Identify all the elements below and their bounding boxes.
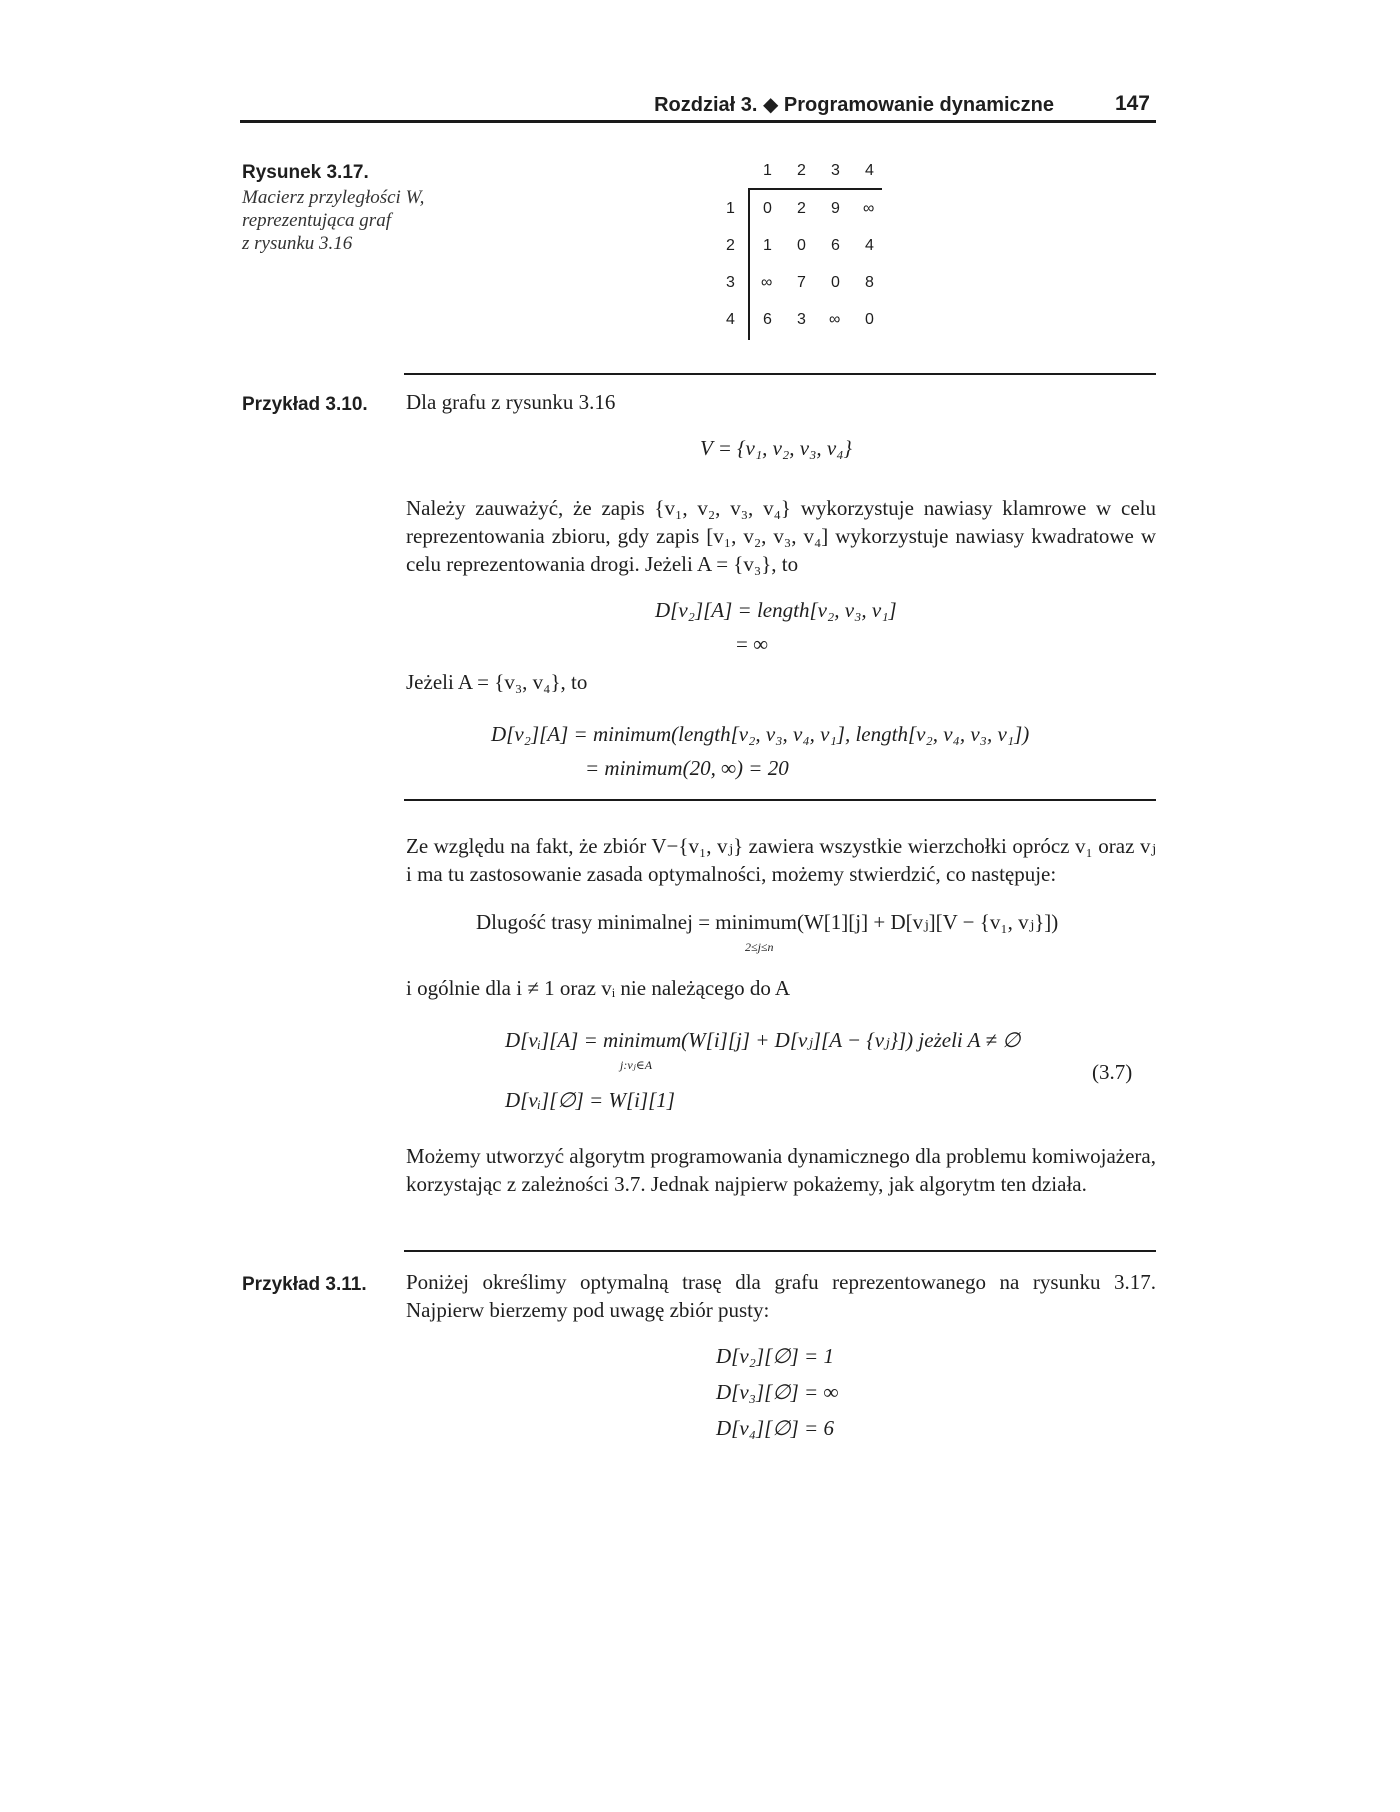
example-text: Poniżej określimy optymalną trasę dla grafu reprezentowanego na rysunku 3.17. Najpierw bierzemy pod uwagę zbiór pusty: — [406, 1270, 1156, 1322]
equation-37-subscript: j:vⱼ∈A — [620, 1058, 653, 1072]
equation-subscript: 2≤j≤n — [745, 940, 774, 954]
matrix-cell: 0 — [865, 311, 874, 328]
adjacency-matrix — [700, 160, 900, 350]
set-equation: V = {v₁, v₂, v₃, v₄} — [700, 436, 852, 460]
matrix-cell: 0 — [797, 237, 806, 254]
page-header — [240, 88, 1156, 123]
matrix-cell: 6 — [831, 237, 840, 254]
row-header: 2 — [726, 237, 735, 254]
equation-minimum-result: = minimum(20, ∞) = 20 — [585, 756, 789, 780]
matrix-vertical-rule — [748, 188, 750, 340]
column-header: 2 — [797, 162, 806, 179]
matrix-cell: 2 — [797, 200, 806, 217]
equation-d-length: D[v₂][A] = length[v₂, v₃, v₁] — [655, 598, 897, 622]
example-label: Przykład 3.10. — [242, 394, 368, 415]
matrix-cell: ∞ — [863, 200, 875, 217]
column-header: 4 — [865, 162, 874, 179]
equation-37-line2: D[vᵢ][∅] = W[i][1] — [505, 1088, 675, 1112]
caption-line: reprezentująca graf — [242, 210, 391, 231]
example-top-rule — [404, 373, 1156, 375]
equation-empty-set: D[v₄][∅] = 6 — [716, 1416, 834, 1440]
equation-tour-length: Dlugość trasy minimalnej = minimum(W[1][j] + D[vⱼ][V − {v₁, vⱼ}]) — [476, 910, 1059, 934]
figure-caption — [242, 186, 482, 255]
row-header: 1 — [726, 200, 735, 217]
example-bottom-rule — [404, 799, 1156, 801]
matrix-cell: 1 — [763, 237, 772, 254]
paragraph-optimality: Ze względu na fakt, że zbiór V−{v₁, vⱼ} zawiera wszystkie wierzchołki oprócz v₁ oraz vⱼ i ma tu zastosowanie zasada optymalności, możemy stwierdzić, co następuje: — [406, 834, 1156, 886]
matrix-cell: 8 — [865, 274, 874, 291]
matrix-cell: 6 — [763, 311, 772, 328]
paragraph-set-notation: Należy zauważyć, że zapis {v₁, v₂, v₃, v₄} wykorzystuje nawiasy klamrowe w celu reprezentowania zbioru, gdy zapis [v₁, v₂, v₃, v₄] wykorzystuje nawiasy kwadratowe w celu reprezentowania drogi. Jeżeli A = {v₃}, to — [406, 496, 1156, 576]
figure-label: Rysunek 3.17. — [242, 162, 369, 183]
matrix-cell: 0 — [763, 200, 772, 217]
paragraph-algorithm: Możemy utworzyć algorytm programowania dynamicznego dla problemu komiwojażera, korzystając z zależności 3.7. Jednak najpierw pokażemy, jak algorytm ten działa. — [406, 1144, 1156, 1196]
column-header: 3 — [831, 162, 840, 179]
example-label: Przykład 3.11. — [242, 1274, 367, 1295]
equation-number: (3.7) — [1092, 1060, 1133, 1084]
page-number: 147 — [1114, 92, 1150, 115]
equation-empty-set: D[v₂][∅] = 1 — [716, 1344, 834, 1368]
column-header: 1 — [763, 162, 772, 179]
matrix-cell: 4 — [865, 237, 874, 254]
equation-result-infinity: = ∞ — [736, 632, 769, 656]
equation-d-minimum: D[v₂][A] = minimum(length[v₂, v₃, v₄, v₁], length[v₂, v₄, v₃, v₁]) — [491, 722, 1030, 746]
equation-37-line1: D[vᵢ][A] = minimum(W[i][j] + D[vⱼ][A − {vⱼ}]) jeżeli A ≠ ∅ — [505, 1028, 1021, 1052]
caption-line: z rysunku 3.16 — [242, 233, 353, 254]
row-header: 4 — [726, 311, 735, 328]
matrix-cell: ∞ — [761, 274, 773, 291]
caption-line: Macierz przyległości W, — [242, 187, 425, 208]
matrix-cell: 3 — [797, 311, 806, 328]
condition-line: Jeżeli A = {v₃, v₄}, to — [406, 670, 588, 694]
matrix-cell: 9 — [831, 200, 840, 217]
row-header: 3 — [726, 274, 735, 291]
matrix-horizontal-rule — [748, 188, 882, 190]
matrix-cell: ∞ — [829, 311, 841, 328]
general-condition-line: i ogólnie dla i ≠ 1 oraz vᵢ nie należącego do A — [406, 976, 791, 1000]
chapter-title: Rozdział 3. ◆ Programowanie dynamiczne — [654, 94, 1054, 116]
equation-empty-set: D[v₃][∅] = ∞ — [716, 1380, 839, 1404]
example-top-rule — [404, 1250, 1156, 1252]
matrix-cell: 7 — [797, 274, 806, 291]
matrix-cell: 0 — [831, 274, 840, 291]
example-intro: Dla grafu z rysunku 3.16 — [406, 390, 616, 414]
